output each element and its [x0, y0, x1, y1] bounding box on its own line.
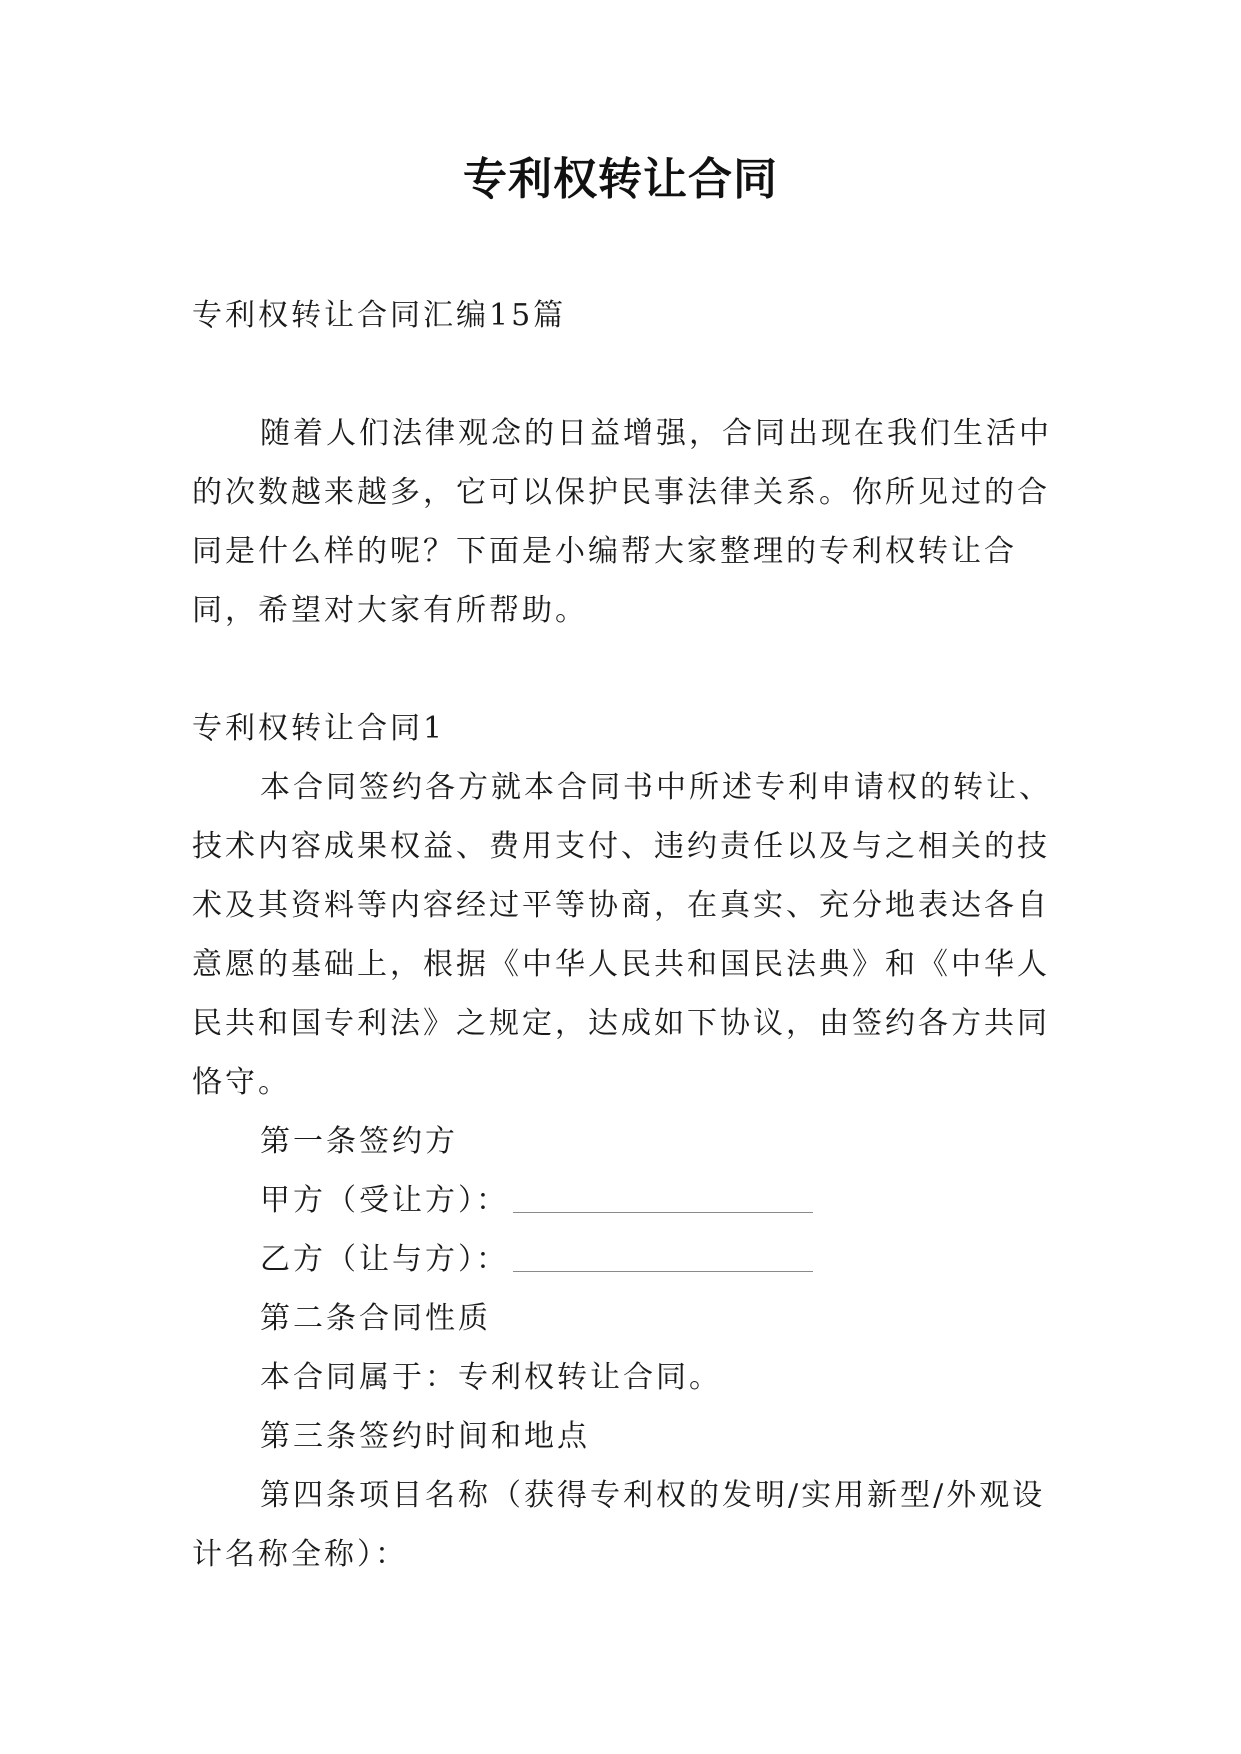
article-3-heading: 第三条签约时间和地点: [260, 1419, 590, 1454]
section-heading: 专利权转让合同1: [192, 711, 446, 746]
party-a-line: [192, 1171, 1062, 1230]
article-1-heading: 第一条签约方: [260, 1124, 458, 1159]
party-b-blank: [513, 1270, 813, 1272]
party-b-label: 乙方（让与方）：: [260, 1242, 509, 1277]
preamble-paragraph: 本合同签约各方就本合同书中所述专利申请权的转让、技术内容成果权益、费用支付、违约责任以及与之相关的技术及其资料等内容经过平等协商，在真实、充分地表达各自意愿的基础上，根据《中华人民共和国民法典》和《中华人民共和国专利法》之规定，达成如下协议，由签约各方共同恪守。: [192, 770, 1052, 1100]
party-a-label: 甲方（受让方）：: [260, 1183, 509, 1218]
party-a-blank: [513, 1211, 813, 1213]
article-4-heading: 第四条项目名称（获得专利权的发明/实用新型/外观设计名称全称）：: [192, 1478, 1046, 1572]
intro-paragraph: 随着人们法律观念的日益增强，合同出现在我们生活中的次数越来越多，它可以保护民事法律关系。你所见过的合同是什么样的呢？下面是小编帮大家整理的专利权转让合同，希望对大家有所帮助。: [192, 416, 1052, 628]
document-title: 专利权转让合同: [463, 154, 778, 205]
article-2-body: 本合同属于：专利权转让合同。: [260, 1360, 722, 1395]
document-body: [192, 286, 1062, 1584]
party-b-line: [192, 1230, 1062, 1289]
article-2-heading: 第二条合同性质: [260, 1301, 491, 1336]
document-subtitle: 专利权转让合同汇编15篇: [192, 298, 567, 333]
